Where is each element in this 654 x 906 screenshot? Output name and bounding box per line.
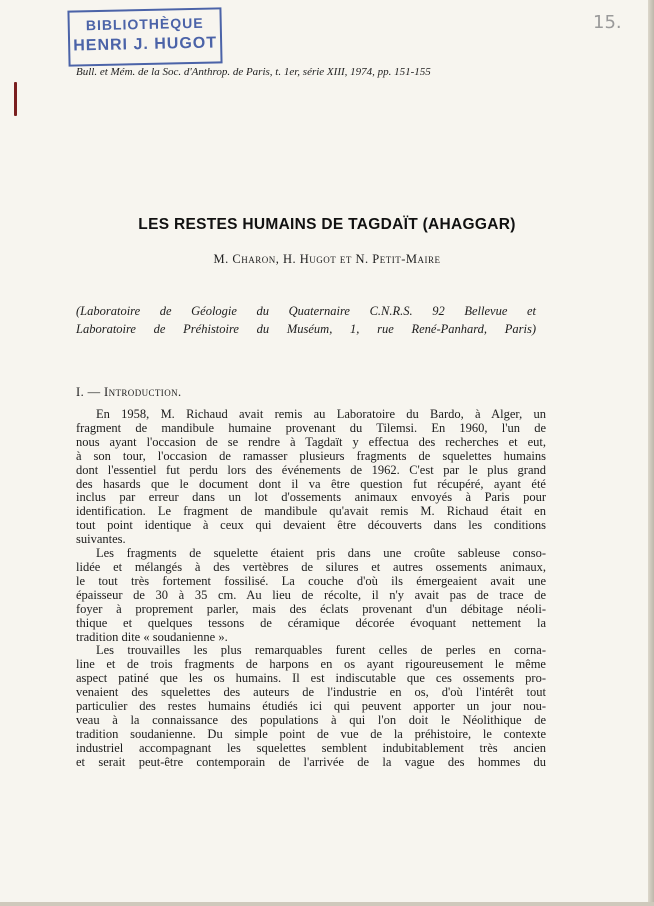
paragraph-line: le tout très fortement fossilisé. La couche d'où ils émergeaient avait une: [76, 574, 546, 588]
handwritten-page-number: 15.: [593, 12, 622, 33]
paragraph-line: En 1958, M. Richaud avait remis au Laboratoire du Bardo, à Alger, un: [96, 408, 546, 421]
paragraph: [76, 547, 546, 644]
stamp-line-2: HENRI J. HUGOT: [73, 34, 218, 55]
paragraph-line: dont l'essentiel fut perdu lors des événements de 1962. C'est par le plus grand: [76, 463, 546, 477]
paragraph-line: des hasards que le document dont il va être question fut récupéré, ayant été: [76, 477, 546, 491]
paragraph-line: épaisseur de 30 à 35 cm. Au lieu de récolte, il n'y avait pas de trace de: [76, 588, 546, 602]
paragraph-line: aspect patiné que les os humains. Il est indiscutable que ces ossements pro-: [76, 672, 546, 686]
paragraph-line: tradition dite « soudanienne ».: [76, 630, 228, 644]
paragraph-line: nous ayant l'occasion de se rendre à Tagdaït y effectua des recherches et eut,: [76, 435, 546, 449]
paragraph-line: et serait peut-être contemporain de l'arrivée de la vague des hommes du: [76, 755, 546, 769]
paragraph-line: inclus par erreur dans un lot d'ossements animaux envoyés à Paris pour: [76, 491, 546, 505]
paper-title: LES RESTES HUMAINS DE TAGDAÏT (AHAGGAR): [138, 216, 516, 233]
paragraph-line: foyer à proprement parler, mais des éclats provenant d'un débitage néoli-: [76, 602, 546, 616]
library-stamp: [67, 7, 222, 66]
paragraph-line: identification. Le fragment de mandibule qu'avait remis M. Richaud était en: [76, 505, 546, 519]
paragraph-line: lidée et mélangés à des vertèbres de silures et autres ossements animaux,: [76, 560, 546, 574]
page-edge-bottom: [0, 902, 654, 906]
body-text: [76, 408, 546, 770]
paragraph: [76, 644, 546, 769]
paragraph-line: tradition soudanienne. Du simple point de vue de la préhistoire, le contexte: [76, 727, 546, 741]
paragraph-line: venaient des squelettes des auteurs de l'industrie en os, d'où l'intérêt tout: [76, 686, 546, 700]
paragraph-line: line et de trois fragments de harpons en os ayant rigoureusement le même: [76, 658, 546, 672]
section-heading: I. — Introduction.: [76, 385, 182, 399]
paragraph-line: veau à la connaissance des populations à qui l'on doit le Néolithique de: [76, 713, 546, 727]
affiliation: [76, 302, 536, 338]
paragraph-line: particulier des restes humains étudiés ici qui peuvent apporter un jour nou-: [76, 700, 546, 714]
paragraph-line: Les trouvailles les plus remarquables furent celles de perles en corna-: [96, 644, 546, 658]
paragraph-line: Les fragments de squelette étaient pris dans une croûte sableuse conso-: [96, 547, 546, 561]
paragraph-line: à son tour, l'occasion de ramasser plusieurs fragments de squelettes humains: [76, 449, 546, 463]
binding-mark: [14, 82, 17, 116]
paragraph: [76, 408, 546, 547]
stamp-line-1: BIBLIOTHÈQUE: [85, 14, 204, 34]
affiliation-line-1: (Laboratoire de Géologie du Quaternaire C.N.R.S. 92 Bellevue et: [76, 304, 536, 318]
affiliation-line-2: Laboratoire de Préhistoire du Muséum, 1, rue René-Panhard, Paris): [76, 322, 536, 336]
page-edge: [648, 0, 654, 906]
paragraph-line: tout point identique à ceux qui devaient être découverts dans les conditions: [76, 519, 546, 533]
citation: Bull. et Mém. de la Soc. d'Anthrop. de Paris, t. 1er, série XIII, 1974, pp. 151-155: [76, 66, 431, 78]
authors: M. Charon, H. Hugot et N. Petit-Maire: [213, 252, 441, 266]
paragraph-line: fragment de mandibule humaine provenant du Tilemsi. En 1960, l'un de: [76, 421, 546, 435]
paragraph-line: suivantes.: [76, 533, 126, 547]
paragraph-line: thique et quelques tessons de céramique décorée évoquant nettement la: [76, 616, 546, 630]
paragraph-line: industriel accompagnant les squelettes semblent indubitablement très ancien: [76, 741, 546, 755]
